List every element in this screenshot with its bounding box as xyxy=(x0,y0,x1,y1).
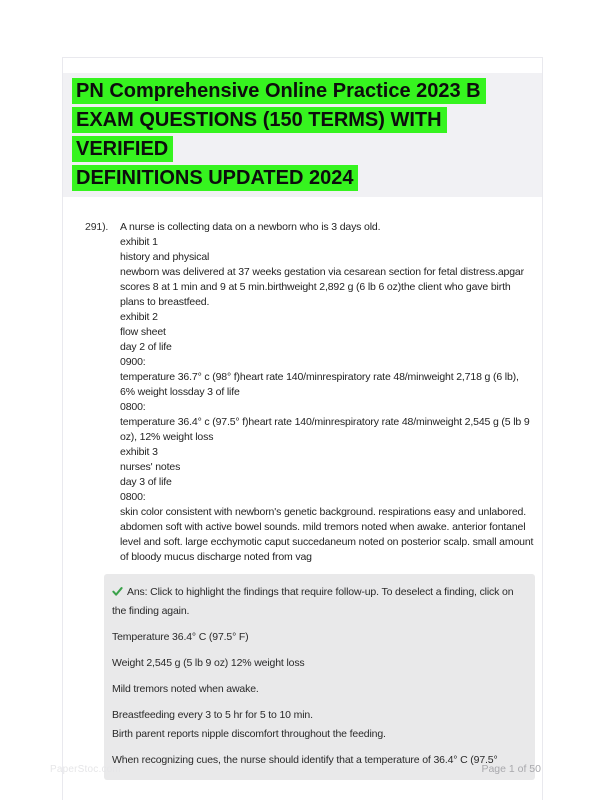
question-block xyxy=(63,220,542,565)
question-line: exhibit 2 xyxy=(120,311,158,323)
title-highlight: PN Comprehensive Online Practice 2023 B xyxy=(72,78,486,104)
question-line: A nurse is collecting data on a newborn who is 3 days old. xyxy=(120,221,381,233)
question-line: temperature 36.4° c (97.5° f)heart rate 140/minrespiratory rate 48/minweight 2,545 g (5 lb 9 oz), 12% weight loss xyxy=(120,416,530,443)
question-line: day 2 of life xyxy=(120,341,172,353)
question-line: flow sheet xyxy=(120,326,166,338)
answer-line: Breastfeeding every 3 to 5 hr for 5 to 10 min. xyxy=(112,709,313,721)
check-icon xyxy=(112,586,123,596)
answer-paragraph xyxy=(112,628,526,647)
answer-line: Mild tremors noted when awake. xyxy=(112,683,259,695)
page-indicator: Page 1 of 50 xyxy=(481,763,541,775)
document-title-line xyxy=(72,106,533,164)
question-line: skin color consistent with newborn's genetic background. respirations easy and unlabored. abdomen soft with active bowel sounds. mild tremors noted when awake. anterior fontanel level and soft. large ecchymotic caput succedaneum noted on posterior scalp. small amount of bloody mucus discharge noted from vag xyxy=(120,506,534,563)
title-band xyxy=(63,73,542,197)
document-page xyxy=(62,57,543,800)
answer-line: When recognizing cues, the nurse should identify that a temperature of 36.4° C (97.5° xyxy=(112,754,498,766)
question-number: 291). xyxy=(85,221,109,233)
question-line: temperature 36.7° c (98° f)heart rate 140/minrespiratory rate 48/minweight 2,718 g (6 lb), 6% weight lossday 3 of life xyxy=(120,371,519,398)
title-highlight: DEFINITIONS UPDATED 2024 xyxy=(72,165,358,191)
answer-line: Temperature 36.4° C (97.5° F) xyxy=(112,631,249,643)
question-line: exhibit 3 xyxy=(120,446,158,458)
answer-line: Weight 2,545 g (5 lb 9 oz) 12% weight loss xyxy=(112,657,305,669)
answer-paragraph xyxy=(112,706,526,744)
answer-line: Birth parent reports nipple discomfort throughout the feeding. xyxy=(112,728,386,740)
question-line: history and physical xyxy=(120,251,210,263)
title-highlight: EXAM QUESTIONS (150 TERMS) WITH VERIFIED xyxy=(72,107,447,162)
question-line: 0800: xyxy=(120,491,146,503)
answer-paragraph xyxy=(112,680,526,699)
question-line: exhibit 1 xyxy=(120,236,158,248)
answer-findings xyxy=(112,628,526,770)
question-line: 0800: xyxy=(120,401,146,413)
answer-paragraph xyxy=(112,751,526,770)
answer-box xyxy=(104,574,535,780)
question-line: 0900: xyxy=(120,356,146,368)
answer-intro xyxy=(112,583,526,621)
watermark: PaperStoc.com xyxy=(50,764,121,775)
question-body xyxy=(120,220,535,565)
answer-paragraph xyxy=(112,654,526,673)
answer-intro-text: Ans: Click to highlight the findings that require follow-up. To deselect a finding, click on the finding again. xyxy=(112,586,514,617)
question-line: day 3 of life xyxy=(120,476,172,488)
question-line: newborn was delivered at 37 weeks gestation via cesarean section for fetal distress.apgar scores 8 at 1 min and 9 at 5 min.birthweight 2,892 g (6 lb 6 oz)the client who gave birth plans to breastfeed. xyxy=(120,266,524,308)
document-title-line xyxy=(72,164,533,193)
question-line: nurses' notes xyxy=(120,461,181,473)
document-title-line xyxy=(72,77,533,106)
